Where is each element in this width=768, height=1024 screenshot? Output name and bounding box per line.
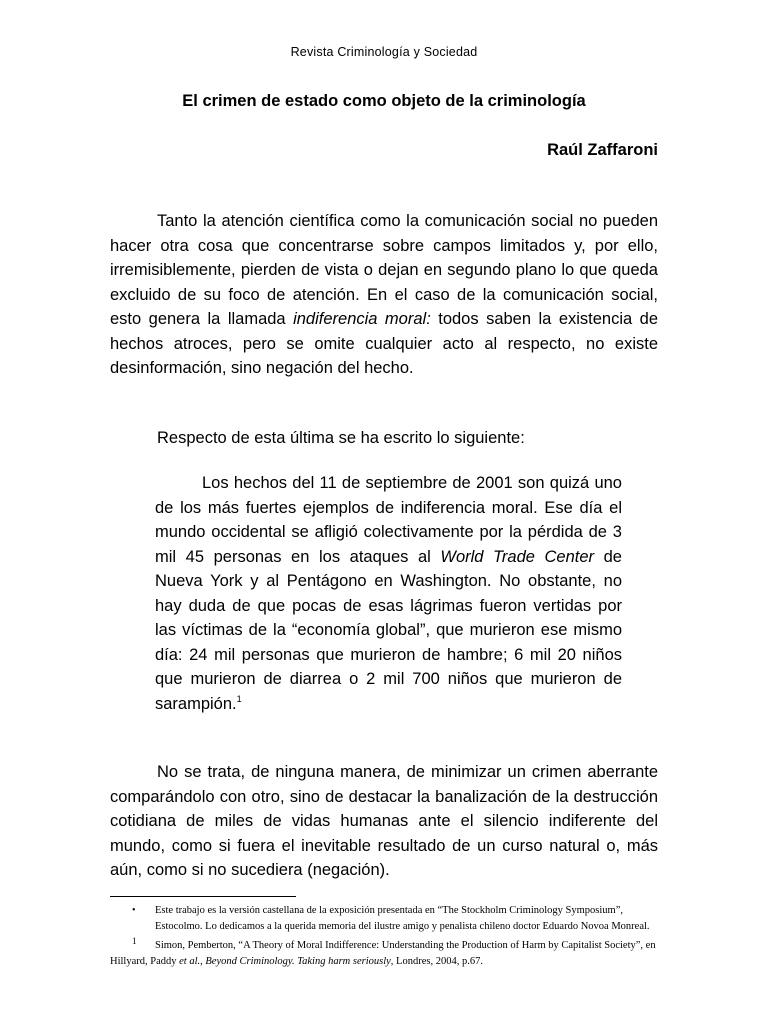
footnote-1-mark: 1 [132,936,137,946]
paragraph-3: No se trata, de ninguna manera, de minimizar un crimen aberrante comparándolo con otro, sino de destacar la banalización de la destrucción cotidiana de miles de vidas humanas ante el silencio indiferente del mundo, como si fuera el inevitable resultado de un curso natural o, más aún, como si no sucediera (negación). [110,763,658,879]
footnote-bullet-text: Este trabajo es la versión castellana de la exposición presentada en “The Stockholm Criminology Symposium”, Estocolmo. Lo dedicamos a la querida memoria del ilustre amigo y penalista chileno doctor Eduardo Novoa Monreal. [155,905,650,932]
journal-header: Revista Criminología y Sociedad [290,45,478,59]
footnote-1-text-b: , Londres, 2004, p.67. [390,955,483,967]
footnote-1 [110,934,658,969]
quote-text-a: Los hechos del 11 de septiembre de 2001 son quizá uno de los más fuertes ejemplos de indiferencia moral. Ese día el mundo occidental se afligió colectivamente por la pérdida de 3 mil 45 personas en los ataques al [155,474,622,566]
footnote-1-emphasis: et al., Beyond Criminology. Taking harm seriously [179,955,391,967]
footnote-bullet [110,903,658,934]
block-quote [155,471,622,716]
footnote-divider [110,896,296,897]
paragraph-1-emphasis: indiferencia moral: [293,310,431,328]
paragraph-2: Respecto de esta última se ha escrito lo siguiente: [157,429,525,447]
footnote-ref-1[interactable]: 1 [236,693,242,704]
quote-emphasis: World Trade Center [440,547,595,566]
article-author: Raúl Zaffaroni [547,141,658,159]
footnotes [110,903,658,969]
paragraph-1-text-a: Tanto la atención científica como la comunicación social no pueden hacer otra cosa que concentrarse sobre campos limitados y, por ello, irremisiblemente, pierden de vista o dejan en segundo plano lo que queda excluido de su foco de atención. En el caso de la comunicación social, esto genera la llamada [110,212,658,328]
article-title: El crimen de estado como objeto de la criminología [182,92,586,110]
quote-text-b: de Nueva York y al Pentágono en Washington. No obstante, no hay duda de que pocas de esas lágrimas fueron vertidas por las víctimas de la “economía global”, que murieron ese mismo día: 24 mil personas que murieron de hambre; 6 mil 20 niños que murieron de diarrea o 2 mil 700 niños que murieron de sarampión. [155,547,622,713]
paragraph-1-text-b: todos saben la existencia de hechos atroces, pero se omite cualquier acto al respecto, no existe desinformación, sino negación del hecho. [110,310,659,377]
footnote-1-text-a: Simon, Pemberton, “A Theory of Moral Indifference: Understanding the Production of Harm by Capitalist Society”, en Hillyard, Paddy [110,940,656,967]
paragraph-1 [110,209,658,381]
bullet-mark: • [132,905,136,916]
